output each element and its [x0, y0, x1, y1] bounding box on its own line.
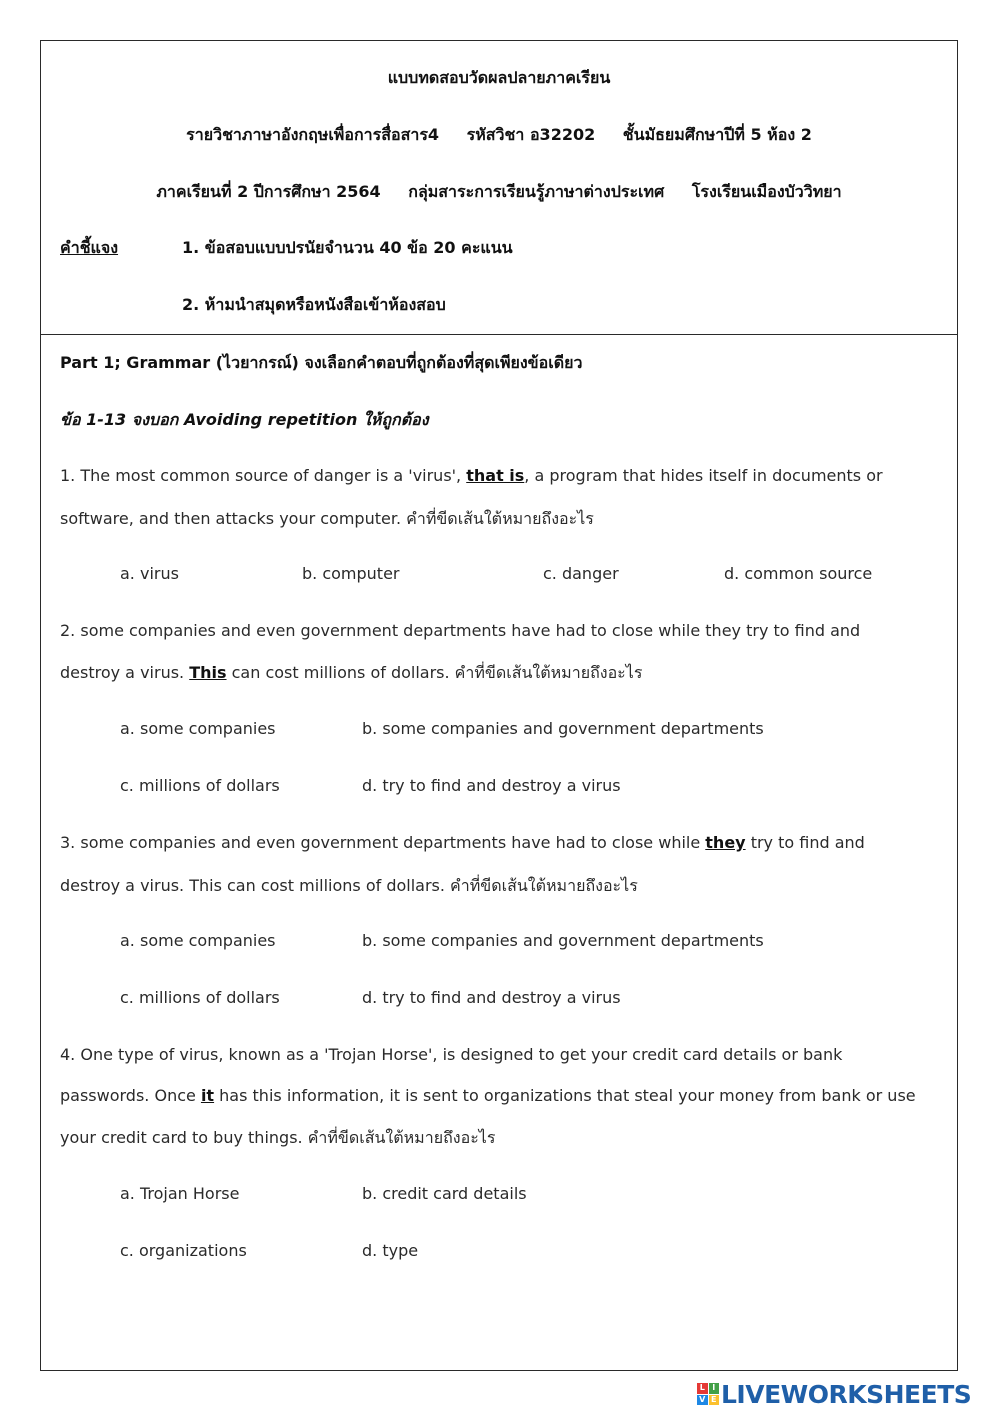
- q3-underlined-term: they: [705, 833, 746, 852]
- question-2-line-1: 2. some companies and even government departments have had to close while they try to find and: [60, 621, 861, 640]
- q4-option-a[interactable]: a. Trojan Horse: [120, 1184, 240, 1203]
- q1-underlined-term: that is: [466, 466, 525, 485]
- q3-option-c[interactable]: c. millions of dollars: [120, 988, 280, 1007]
- part-title: Part 1; Grammar (ไวยากรณ์) จงเลือกคำตอบที่ถูกต้องที่สุดเพียงข้อเดียว: [60, 353, 583, 372]
- q3-option-b[interactable]: b. some companies and government departments: [362, 931, 764, 950]
- liveworksheets-logo[interactable]: [697, 1379, 997, 1409]
- logo-text: LIVEWORKSHEETS: [721, 1379, 972, 1409]
- question-4-line-1: 4. One type of virus, known as a 'Trojan Horse', is designed to get your credit card details or bank: [60, 1045, 843, 1064]
- term-year: ภาคเรียนที่ 2 ปีการศึกษา 2564: [156, 182, 381, 201]
- q4-option-b[interactable]: b. credit card details: [362, 1184, 527, 1203]
- question-1-line-1: 1. The most common source of danger is a 'virus', that is, a program that hides itself in documents or: [60, 466, 883, 485]
- q3-option-d[interactable]: d. try to find and destroy a virus: [362, 988, 621, 1007]
- header-divider: [40, 334, 958, 335]
- q1-option-b[interactable]: b. computer: [302, 564, 400, 583]
- q1-option-a[interactable]: a. virus: [120, 564, 179, 583]
- q1-option-c[interactable]: c. danger: [543, 564, 619, 583]
- subject-code: รหัสวิชา อ32202: [466, 125, 596, 144]
- school-name: โรงเรียนเมืองบัววิทยา: [691, 182, 842, 201]
- instructions-label: คำชี้แจง: [60, 238, 119, 257]
- q4-option-c[interactable]: c. organizations: [120, 1241, 247, 1260]
- q2-option-a[interactable]: a. some companies: [120, 719, 276, 738]
- q3-option-a[interactable]: a. some companies: [120, 931, 276, 950]
- instruction-item-1: 1. ข้อสอบแบบปรนัยจำนวน 40 ข้อ 20 คะแนน: [182, 238, 513, 257]
- q2-option-c[interactable]: c. millions of dollars: [120, 776, 280, 795]
- q4-option-d[interactable]: d. type: [362, 1241, 419, 1260]
- exam-title: แบบทดสอบวัดผลปลายภาคเรียน: [387, 68, 611, 87]
- department: กลุ่มสาระการเรียนรู้ภาษาต่างประเทศ: [408, 182, 665, 201]
- question-4-line-3: your credit card to buy things. คำที่ขีดเส้นใต้หมายถึงอะไร: [60, 1128, 496, 1147]
- exam-subject-line: [40, 123, 958, 148]
- liveworksheets-logo-icon: L I V E: [697, 1383, 719, 1405]
- grade-class: ชั้นมัธยมศึกษาปีที่ 5 ห้อง 2: [622, 125, 812, 144]
- q2-option-b[interactable]: b. some companies and government departments: [362, 719, 764, 738]
- section-subtitle: ข้อ 1-13 จงบอก Avoiding repetition ให้ถูกต้อง: [60, 410, 429, 429]
- question-3-line-2: destroy a virus. This can cost millions of dollars. คำที่ขีดเส้นใต้หมายถึงอะไร: [60, 876, 638, 895]
- q4-underlined-term: it: [200, 1086, 215, 1105]
- question-4-line-2: passwords. Once it has this information, it is sent to organizations that steal your money from bank or use: [60, 1086, 916, 1105]
- question-2-line-2: destroy a virus. This can cost millions of dollars. คำที่ขีดเส้นใต้หมายถึงอะไร: [60, 663, 643, 682]
- q2-underlined-term: This: [189, 663, 227, 682]
- exam-term-line: [40, 180, 958, 205]
- question-1-line-2: software, and then attacks your computer. คำที่ขีดเส้นใต้หมายถึงอะไร: [60, 509, 594, 528]
- subject-name: รายวิชาภาษาอังกฤษเพื่อการสื่อสาร4: [186, 125, 440, 144]
- question-3-line-1: 3. some companies and even government departments have had to close while they try to find and: [60, 833, 865, 852]
- q1-option-d[interactable]: d. common source: [724, 564, 873, 583]
- instruction-item-2: 2. ห้ามนำสมุดหรือหนังสือเข้าห้องสอบ: [182, 295, 446, 314]
- q2-option-d[interactable]: d. try to find and destroy a virus: [362, 776, 621, 795]
